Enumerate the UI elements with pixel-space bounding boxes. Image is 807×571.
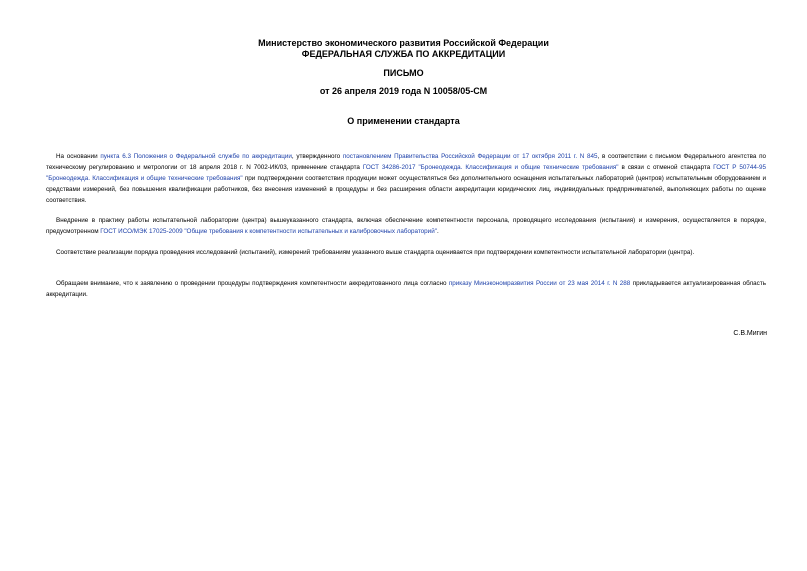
text: На основании [56, 153, 101, 160]
link-government-decree[interactable]: постановлением Правительства Российской Федерации от 17 октября 2011 г. N 845 [342, 153, 598, 160]
ministry-title: Министерство экономического развития Российской Федерации [258, 38, 549, 48]
link-order-288[interactable]: приказу Минэкономразвития России от 23 мая 2014 г. N 288 [448, 280, 631, 287]
paragraph-3 [46, 247, 766, 258]
text: Внедрение в практику работы испытательной лаборатории (центра) вышеуказанного стандарта, включая обеспечение компетентности персонала, проводящего исследования (испытания) и измерения, осуществляется в порядке, предусмотренном [46, 217, 766, 235]
paragraph-1 [46, 151, 766, 206]
text: . [436, 228, 439, 235]
text: , в соответствии с письмом Федерального агентства по техническому регулированию и метрологии от 18 апреля 2018 г. N 7002-ИК/03, применение стандарта [46, 153, 766, 171]
text: Обращаем внимание, что к заявлению о проведении процедуры подтверждения компетентности аккредитованного лица согласно [56, 280, 449, 287]
doc-date-number: от 26 апреля 2019 года N 10058/05-СМ [319, 86, 488, 96]
text: прикладывается актуализированная область аккредитации. [46, 280, 766, 298]
paragraph-4 [46, 278, 766, 300]
link-gost-50744[interactable]: ГОСТ Р 50744-95 "Бронеодежда. Классификация и общие технические требования" [46, 164, 766, 182]
paragraph-2 [46, 215, 766, 237]
service-title: ФЕДЕРАЛЬНАЯ СЛУЖБА ПО АККРЕДИТАЦИИ [301, 49, 506, 59]
link-gost-34286[interactable]: ГОСТ 34286-2017 "Бронеодежда. Классификация и общие технические требования" [362, 164, 619, 171]
text: , утвержденного [291, 153, 343, 160]
text: в связи с отменой стандарта [618, 164, 714, 171]
link-regulation[interactable]: пункта 6.3 Положения о Федеральной службе по аккредитации [100, 153, 292, 160]
doc-type: ПИСЬМО [383, 68, 424, 78]
text: при подтверждении соответствия продукции может осуществляться без дополнительного оснащения испытательных лабораторий (центров) испытательным оборудованием и средствами измерений, без повышения квалификации работников, без внесения изменений в процедуры и без расширения области аккредитации юридических лиц, индивидуальных предпринимателей, выполняющих работы по оценке соответствия. [46, 175, 766, 204]
signature: С.В.Мигин [733, 330, 767, 337]
link-gost-17025[interactable]: ГОСТ ИСО/МЭК 17025-2009 "Общие требования к компетентности испытательных и калибровочных лабораторий" [100, 228, 437, 235]
text: Соответствие реализации порядка проведения исследований (испытаний), измерений требованиям указанного выше стандарта оценивается при подтверждении компетентности испытательной лаборатории (центра). [56, 249, 695, 256]
doc-subject: О применении стандарта [347, 116, 460, 126]
